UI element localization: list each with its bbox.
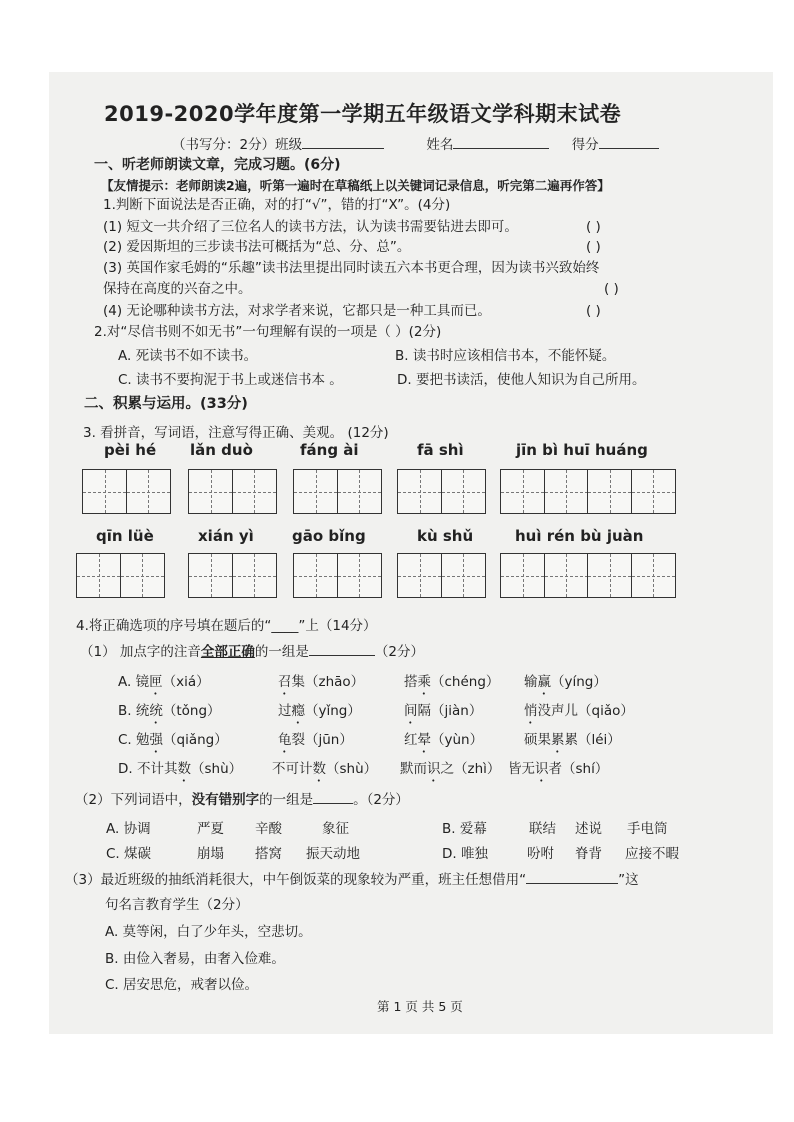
score-field[interactable] <box>599 136 659 149</box>
page-number: 第 1 页 共 5 页 <box>377 999 463 1014</box>
handwriting-score: （书写分：2分） <box>172 137 276 153</box>
class-label: 班级 <box>275 137 303 153</box>
section2-heading: 二、积累与运用。(33分) <box>84 396 248 412</box>
exam-title: 2019-2020学年度第一学期五年级语文学科期末试卷 <box>104 102 622 126</box>
pinyin-label: lǎn duò <box>190 441 253 459</box>
q1-answer-1[interactable]: ( ) <box>586 219 601 235</box>
q4-stem: 4.将正确选项的序号填在题后的“____”上（14分） <box>76 618 377 634</box>
section1-heading: 一、听老师朗读文章，完成习题。(6分) <box>94 157 341 173</box>
pinyin-label: fáng ài <box>300 441 359 459</box>
writing-grid-peihe[interactable] <box>82 469 169 514</box>
q4-1-option-b: B. 统统（tǒng） 过瘾（yǐng） 间隔（jiàn） 悄没声儿（qiǎo） <box>118 703 634 719</box>
q2-stem: 2.对“尽信书则不如无书”一句理解有误的一项是（ ）(2分) <box>94 324 442 340</box>
pinyin-label: fā shì <box>417 441 464 459</box>
q1-answer-4[interactable]: ( ) <box>586 303 601 319</box>
q4-1-emphasis: 全部正确 <box>200 644 255 660</box>
q1-item-4: (4) 无论哪种读书方法，对求学者来说，它都只是一种工具而已。 <box>103 303 491 319</box>
q4-3-option-a: A. 莫等闲，白了少年头，空悲切。 <box>105 924 312 940</box>
pinyin-label: pèi hé <box>104 441 157 459</box>
q4-3-text: （3）最近班级的抽纸消耗很大，中午倒饭菜的现象较为严重，班主任想借用“ <box>65 872 527 888</box>
q4-1-option-a: A. 镜匣（xiá） 召集（zhāo） 搭乘（chéng） 输赢（yíng） <box>118 674 607 690</box>
name-field[interactable] <box>453 136 549 149</box>
q4-3-option-b: B. 由俭入奢易，由奢入俭难。 <box>105 951 285 967</box>
writing-grid-huirenbujuan[interactable] <box>500 553 674 598</box>
writing-grid-gaobing[interactable] <box>293 553 380 598</box>
q1-item-3: (3) 英国作家毛姆的“乐趣”读书法里提出同时读五六本书更合理，因为读书兴致始终 <box>103 260 600 276</box>
q4-2-answer[interactable] <box>313 791 353 804</box>
score-label: 得分 <box>571 137 599 153</box>
q1-answer-2[interactable]: ( ) <box>586 239 601 255</box>
writing-grid-fashi[interactable] <box>397 469 484 514</box>
q4-1-stem <box>80 643 424 661</box>
pinyin-label: kù shǔ <box>417 527 474 545</box>
writing-grid-landuo[interactable] <box>188 469 275 514</box>
listening-tip: 【友情提示：老师朗读2遍，听第一遍时在草稿纸上以关键词记录信息，听完第二遍再作答】 <box>101 178 610 193</box>
q4-3-stem-cont: 句名言教育学生（2分） <box>105 897 249 913</box>
q1-item-2: (2) 爱因斯坦的三步读书法可概括为“总、分、总”。 <box>103 239 411 255</box>
header-info <box>172 136 659 154</box>
writing-grid-xianyi[interactable] <box>188 553 275 598</box>
pinyin-label: jīn bì huī huáng <box>516 441 648 459</box>
class-field[interactable] <box>302 136 384 149</box>
q3-stem: 3. 看拼音，写词语，注意写得正确、美观。 (12分) <box>83 425 389 441</box>
q4-3-answer[interactable] <box>526 871 618 884</box>
q4-2-option-d: D. 唯独 吩咐 脊背 应接不暇 <box>442 846 679 862</box>
q1-item-3-cont: 保持在高度的兴奋之中。 <box>103 281 252 297</box>
q4-3-option-c: C. 居安思危，戒奢以俭。 <box>105 977 259 993</box>
writing-grid-kushu[interactable] <box>397 553 484 598</box>
pinyin-label: huì rén bù juàn <box>515 527 644 545</box>
writing-grid-qinlue[interactable] <box>76 553 163 598</box>
q1-answer-3[interactable]: ( ) <box>604 281 619 297</box>
writing-grid-fangai[interactable] <box>293 469 380 514</box>
q4-2-emphasis: 没有错别字 <box>191 792 260 808</box>
q2-option-a: A. 死读书不如不读书。 <box>118 348 258 364</box>
pinyin-label: qīn lüè <box>96 527 154 545</box>
q4-1-option-d: D. 不计其数（shù） 不可计数（shù） 默而识之（zhì） 皆无识者（shí） <box>118 761 609 777</box>
q2-option-d: D. 要把书读活，使他人知识为自己所用。 <box>397 372 646 388</box>
pinyin-label: gāo bǐng <box>292 527 366 545</box>
q4-2-option-c: C. 煤碳 崩塌 搭窝 振天动地 <box>106 846 360 862</box>
q1-item-1: (1) 短文一共介绍了三位名人的读书方法，认为读书需要钻进去即可。 <box>103 219 518 235</box>
q2-option-c: C. 读书不要拘泥于书上或迷信书本 。 <box>118 372 343 388</box>
q4-1-score: （2分） <box>374 644 424 660</box>
q4-1-text: （1） 加点字的注音 <box>80 644 201 660</box>
q2-option-b: B. 读书时应该相信书本，不能怀疑。 <box>395 348 616 364</box>
q4-2-option-b: B. 爱幕 联结 述说 手电筒 <box>442 821 668 837</box>
pinyin-label: xián yì <box>198 527 254 545</box>
q4-1-answer[interactable] <box>309 643 375 656</box>
q4-1-text-2: 的一组是 <box>254 644 309 660</box>
q4-1-option-c: C. 勉强（qiǎng） 龟裂（jūn） 红晕（yùn） 硕果累累（léi） <box>118 732 621 748</box>
q4-3-stem <box>65 871 639 889</box>
writing-grid-jinbihuihuang[interactable] <box>500 469 674 514</box>
q4-2-stem <box>75 791 409 809</box>
q4-2-option-a: A. 协调 严夏 辛酸 象征 <box>106 821 349 837</box>
q4-2-text-2: 的一组是 <box>259 792 314 808</box>
q4-3-text-2: ”这 <box>618 872 639 888</box>
name-label: 姓名 <box>426 137 454 153</box>
q1-stem: 1.判断下面说法是否正确，对的打“√”，错的打“X”。(4分) <box>103 197 451 213</box>
q4-2-score: 。（2分） <box>353 792 409 808</box>
q4-2-text: （2）下列词语中， <box>75 792 192 808</box>
